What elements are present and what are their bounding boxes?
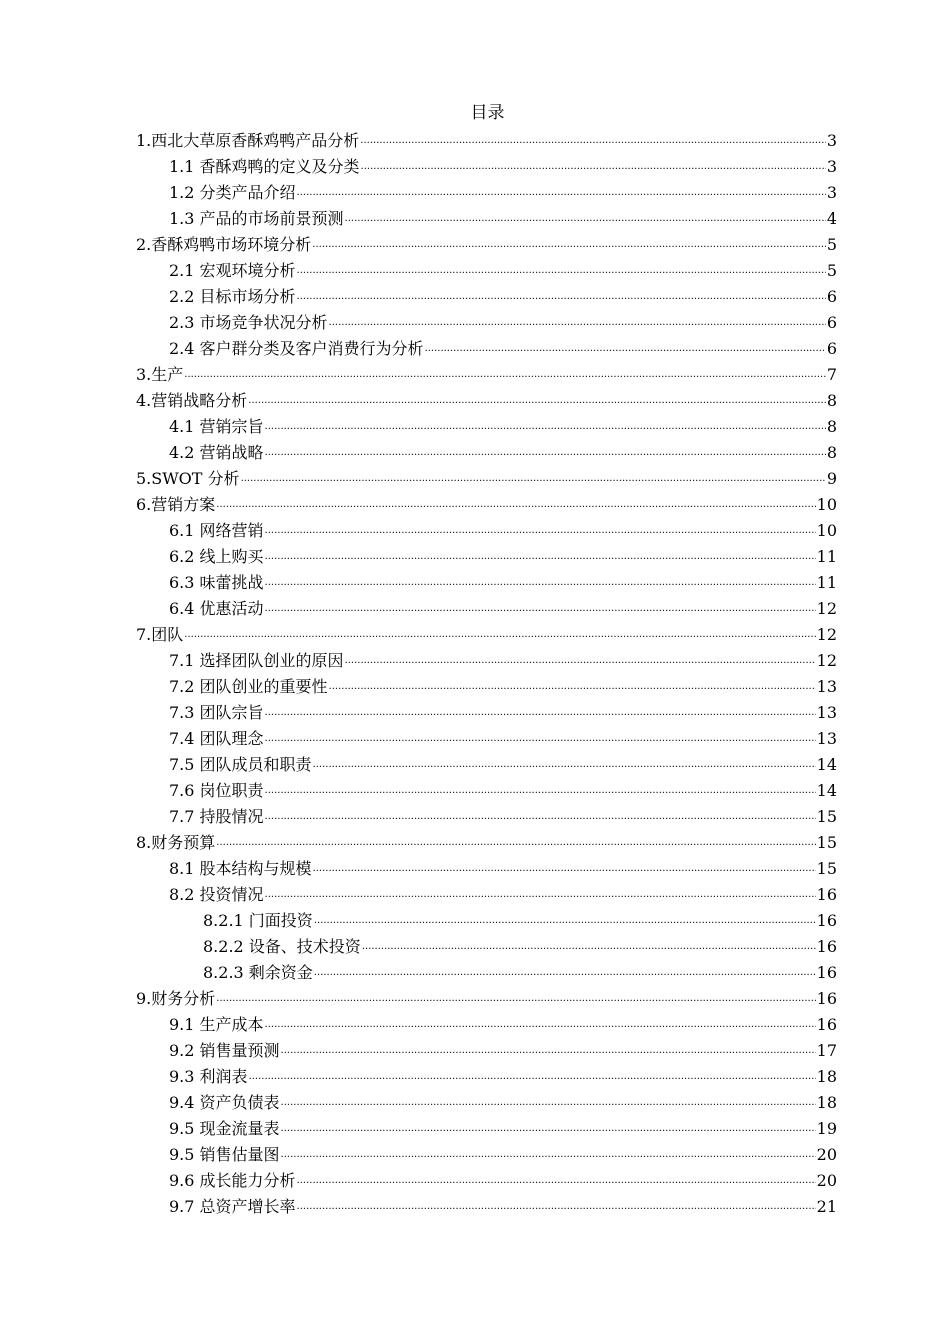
toc-entry-label: 5.SWOT 分析 (136, 469, 240, 488)
toc-entry[interactable] (136, 804, 837, 830)
toc-entry-label: 9.财务分析 (136, 989, 216, 1008)
toc-dot-leader (314, 960, 816, 986)
toc-dot-leader (281, 1090, 816, 1116)
toc-title: 目录 (470, 103, 505, 123)
toc-dot-leader (216, 492, 815, 518)
toc-page-number: 14 (816, 755, 837, 774)
toc-page-number: 12 (816, 625, 837, 644)
toc-dot-leader (329, 310, 826, 336)
toc-entry-label: 7.2 团队创业的重要性 (169, 677, 328, 696)
toc-entry[interactable] (136, 206, 837, 232)
table-of-contents (136, 128, 837, 1220)
toc-page-number: 18 (816, 1093, 837, 1112)
toc-dot-leader (248, 388, 826, 414)
toc-page-number: 18 (816, 1067, 837, 1086)
toc-page-number: 11 (816, 573, 837, 592)
toc-entry-label: 8.2.1 门面投资 (203, 911, 313, 930)
toc-dot-leader (345, 206, 826, 232)
toc-page-number: 12 (816, 599, 837, 618)
toc-entry-label: 9.6 成长能力分析 (169, 1171, 296, 1190)
toc-entry[interactable] (136, 284, 837, 310)
toc-dot-leader (281, 1038, 816, 1064)
toc-entry-label: 7.1 选择团队创业的原因 (169, 651, 344, 670)
toc-dot-leader (249, 1064, 816, 1090)
toc-dot-leader (184, 362, 826, 388)
toc-page-number: 7 (826, 365, 837, 384)
toc-entry[interactable] (136, 726, 837, 752)
toc-entry[interactable] (136, 674, 837, 700)
toc-entry-label: 2.3 市场竞争状况分析 (169, 313, 328, 332)
toc-page-number: 16 (816, 911, 837, 930)
toc-page-number: 14 (816, 781, 837, 800)
toc-entry-label: 6.2 线上购买 (169, 547, 264, 566)
toc-dot-leader (313, 752, 816, 778)
toc-entry[interactable] (136, 1012, 837, 1038)
toc-entry[interactable] (136, 934, 837, 960)
toc-entry[interactable] (136, 700, 837, 726)
toc-entry[interactable] (136, 362, 837, 388)
toc-page-number: 8 (826, 417, 837, 436)
toc-dot-leader (265, 700, 816, 726)
toc-entry[interactable] (136, 180, 837, 206)
toc-entry[interactable] (136, 960, 837, 986)
toc-entry-label: 8.财务预算 (136, 833, 216, 852)
toc-page-number: 16 (816, 989, 837, 1008)
toc-entry-label: 1.1 香酥鸡鸭的定义及分类 (169, 157, 360, 176)
toc-page-number: 4 (826, 209, 837, 228)
toc-entry[interactable] (136, 882, 837, 908)
toc-page-number: 13 (816, 677, 837, 696)
toc-dot-leader (216, 830, 815, 856)
toc-entry[interactable] (136, 830, 837, 856)
toc-page-number: 19 (816, 1119, 837, 1138)
toc-entry-label: 8.2 投资情况 (169, 885, 264, 904)
toc-page-number: 16 (816, 885, 837, 904)
toc-entry[interactable] (136, 1168, 837, 1194)
toc-dot-leader (361, 154, 826, 180)
toc-entry-label: 9.5 销售估量图 (169, 1145, 280, 1164)
toc-page-number: 16 (816, 963, 837, 982)
toc-dot-leader (360, 128, 826, 154)
toc-entry-label: 7.5 团队成员和职责 (169, 755, 312, 774)
toc-page-number: 3 (826, 131, 837, 150)
toc-page-number: 21 (816, 1197, 837, 1216)
toc-entry[interactable] (136, 128, 837, 154)
toc-page-number: 17 (816, 1041, 837, 1060)
toc-page-number: 20 (816, 1171, 837, 1190)
toc-entry[interactable] (136, 648, 837, 674)
toc-entry-label: 6.营销方案 (136, 495, 216, 514)
toc-entry-label: 8.1 股本结构与规模 (169, 859, 312, 878)
toc-entry-label: 9.3 利润表 (169, 1067, 248, 1086)
toc-dot-leader (184, 622, 815, 648)
toc-dot-leader (265, 544, 816, 570)
toc-dot-leader (362, 934, 816, 960)
toc-entry[interactable] (136, 570, 837, 596)
toc-dot-leader (265, 414, 826, 440)
toc-entry-label: 6.3 味蕾挑战 (169, 573, 264, 592)
toc-dot-leader (265, 518, 816, 544)
toc-dot-leader (312, 232, 826, 258)
toc-dot-leader (314, 908, 816, 934)
toc-entry[interactable] (136, 518, 837, 544)
toc-entry[interactable] (136, 336, 837, 362)
toc-entry[interactable] (136, 1064, 837, 1090)
toc-entry-label: 4.2 营销战略 (169, 443, 264, 462)
toc-entry-label: 4.1 营销宗旨 (169, 417, 264, 436)
toc-dot-leader (216, 986, 815, 1012)
toc-entry-label: 9.1 生产成本 (169, 1015, 264, 1034)
toc-page-number: 16 (816, 1015, 837, 1034)
toc-entry-label: 6.4 优惠活动 (169, 599, 264, 618)
toc-dot-leader (241, 466, 826, 492)
toc-dot-leader (297, 258, 826, 284)
toc-entry[interactable] (136, 908, 837, 934)
toc-page-number: 13 (816, 703, 837, 722)
toc-entry[interactable] (136, 440, 837, 466)
toc-entry[interactable] (136, 622, 837, 648)
toc-entry-label: 9.7 总资产增长率 (169, 1197, 296, 1216)
toc-entry-label: 9.5 现金流量表 (169, 1119, 280, 1138)
toc-entry[interactable] (136, 544, 837, 570)
toc-entry[interactable] (136, 1090, 837, 1116)
toc-entry[interactable] (136, 1038, 837, 1064)
toc-dot-leader (297, 1194, 816, 1220)
toc-page-number: 6 (826, 287, 837, 306)
toc-entry[interactable] (136, 310, 837, 336)
toc-entry[interactable] (136, 388, 837, 414)
toc-page-number: 10 (816, 521, 837, 540)
toc-page-number: 9 (826, 469, 837, 488)
toc-dot-leader (313, 856, 816, 882)
toc-dot-leader (265, 1012, 816, 1038)
toc-page-number: 3 (826, 183, 837, 202)
toc-entry[interactable] (136, 232, 837, 258)
toc-page-number: 20 (816, 1145, 837, 1164)
toc-entry[interactable] (136, 258, 837, 284)
toc-entry[interactable] (136, 466, 837, 492)
toc-entry-label: 7.4 团队理念 (169, 729, 264, 748)
toc-entry-label: 7.7 持股情况 (169, 807, 264, 826)
toc-dot-leader (265, 596, 816, 622)
toc-entry[interactable] (136, 856, 837, 882)
toc-entry-label: 2.2 目标市场分析 (169, 287, 296, 306)
toc-entry-label: 7.3 团队宗旨 (169, 703, 264, 722)
toc-entry-label: 2.1 宏观环境分析 (169, 261, 296, 280)
toc-page-number: 13 (816, 729, 837, 748)
toc-entry[interactable] (136, 154, 837, 180)
toc-page-number: 16 (816, 937, 837, 956)
toc-entry[interactable] (136, 1116, 837, 1142)
toc-dot-leader (281, 1116, 816, 1142)
toc-page-number: 5 (826, 261, 837, 280)
toc-dot-leader (425, 336, 826, 362)
toc-page-number: 5 (826, 235, 837, 254)
toc-entry[interactable] (136, 1142, 837, 1168)
toc-entry-label: 6.1 网络营销 (169, 521, 264, 540)
toc-entry-label: 1.3 产品的市场前景预测 (169, 209, 344, 228)
toc-dot-leader (329, 674, 816, 700)
toc-entry-label: 2.香酥鸡鸭市场环境分析 (136, 235, 312, 254)
toc-page-number: 8 (826, 391, 837, 410)
toc-dot-leader (265, 804, 816, 830)
toc-entry-label: 8.2.2 设备、技术投资 (203, 937, 361, 956)
toc-page-number: 15 (816, 807, 837, 826)
toc-page-number: 11 (816, 547, 837, 566)
toc-dot-leader (345, 648, 816, 674)
toc-page-number: 12 (816, 651, 837, 670)
toc-page-number: 15 (816, 859, 837, 878)
toc-entry-label: 8.2.3 剩余资金 (203, 963, 313, 982)
toc-dot-leader (265, 570, 816, 596)
toc-page-number: 15 (816, 833, 837, 852)
toc-entry-label: 1.2 分类产品介绍 (169, 183, 296, 202)
toc-page-number: 3 (826, 157, 837, 176)
toc-dot-leader (297, 284, 826, 310)
toc-dot-leader (297, 180, 826, 206)
toc-entry-label: 3.生产 (136, 365, 184, 384)
toc-entry-label: 7.6 岗位职责 (169, 781, 264, 800)
toc-page-number: 6 (826, 339, 837, 358)
toc-entry[interactable] (136, 778, 837, 804)
toc-page-number: 6 (826, 313, 837, 332)
toc-dot-leader (265, 726, 816, 752)
toc-entry[interactable] (136, 596, 837, 622)
toc-dot-leader (281, 1142, 816, 1168)
toc-entry-label: 1.西北大草原香酥鸡鸭产品分析 (136, 131, 360, 150)
toc-entry[interactable] (136, 414, 837, 440)
toc-page-number: 10 (816, 495, 837, 514)
toc-entry[interactable] (136, 986, 837, 1012)
toc-entry-label: 7.团队 (136, 625, 184, 644)
toc-entry-label: 4.营销战略分析 (136, 391, 248, 410)
toc-dot-leader (297, 1168, 816, 1194)
toc-entry[interactable] (136, 1194, 837, 1220)
toc-dot-leader (265, 778, 816, 804)
toc-entry[interactable] (136, 492, 837, 518)
toc-entry-label: 9.2 销售量预测 (169, 1041, 280, 1060)
toc-entry-label: 2.4 客户群分类及客户消费行为分析 (169, 339, 424, 358)
toc-dot-leader (265, 882, 816, 908)
toc-dot-leader (265, 440, 826, 466)
toc-page-number: 8 (826, 443, 837, 462)
toc-entry-label: 9.4 资产负债表 (169, 1093, 280, 1112)
toc-entry[interactable] (136, 752, 837, 778)
